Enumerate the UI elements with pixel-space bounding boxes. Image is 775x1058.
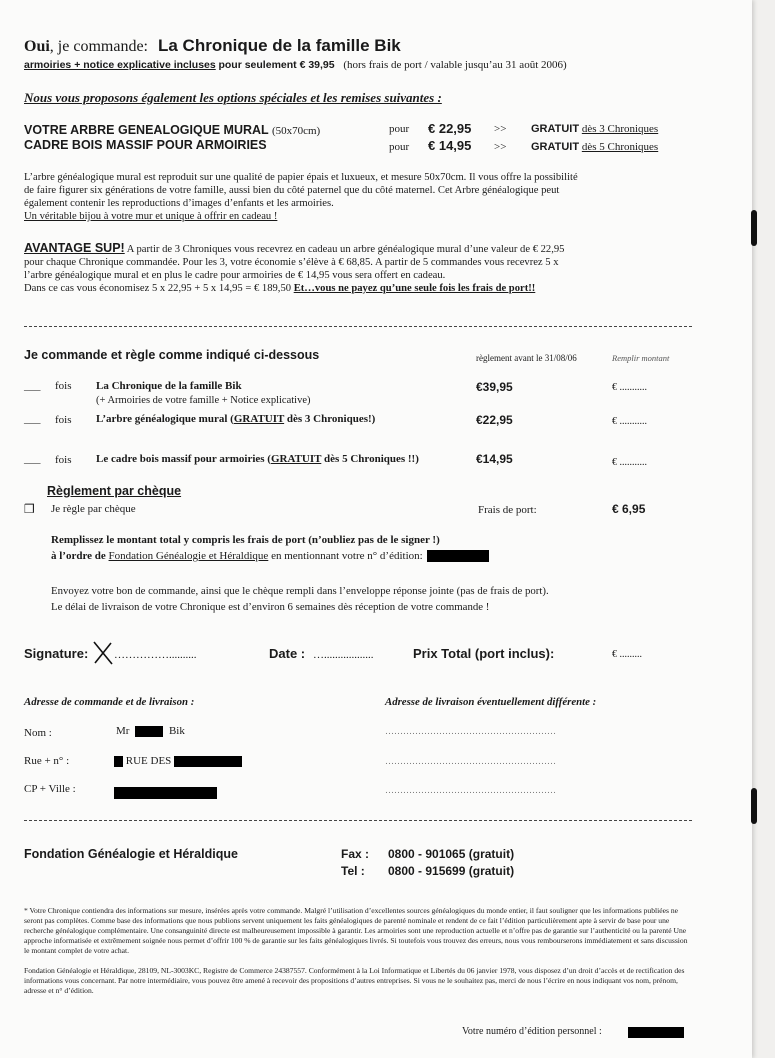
frais-value: € 6,95 (612, 502, 646, 516)
payee-name: Fondation Généalogie et Héraldique (108, 550, 269, 562)
cp-value (114, 784, 217, 802)
avantage-line: Dans ce cas vous économisez 5 x 22,95 + 5 x 14,95 = € 189,50 (24, 283, 294, 294)
separator-line (24, 820, 692, 821)
redacted-city (114, 787, 217, 799)
send-instruction: Le délai de livraison de votre Chronique est d’environ 6 semaines dès réception de votre commande ! (51, 601, 490, 613)
send-instruction: Envoyez votre bon de commande, ainsi que le chèque rempli dans l’enveloppe réponse jointe (pas de frais de port). (51, 585, 549, 597)
offer-price: € 22,95 (428, 121, 472, 136)
total-label: Prix Total (port inclus): (413, 646, 555, 661)
checkbox-icon[interactable]: ❒ (24, 502, 35, 516)
offer-condition: dès 5 Chroniques (581, 141, 659, 153)
scan-edge-mark (751, 788, 757, 824)
nom-surname: Bik (168, 725, 185, 737)
instruction-text: à l’ordre de (51, 550, 109, 562)
quantity-field[interactable]: ___ (24, 413, 41, 425)
alt-address-field[interactable]: ………………………………………………… (385, 726, 556, 736)
amount-field[interactable]: € ........... (612, 382, 647, 393)
separator-line (24, 326, 692, 327)
instruction-line: Remplissez le montant total y compris les frais de port (n’oubliez pas de le signer !) (51, 534, 440, 546)
alt-address-field[interactable]: ………………………………………………… (385, 785, 556, 795)
order-item-gratuit: GRATUIT (233, 413, 285, 425)
avantage-line: l’arbre généalogique mural et en plus le cadre pour armoiries de € 14,95 vous sera offert en cadeau. (24, 270, 446, 281)
options-heading: Nous vous proposons également les options spéciales et les remises suivantes : (24, 90, 442, 105)
redacted-street-number (114, 756, 123, 767)
rue-text: RUE DES (125, 755, 172, 767)
total-field[interactable]: € ......... (612, 649, 642, 660)
offer-gratuit: GRATUIT (531, 123, 580, 135)
oui-label: Oui (24, 38, 50, 55)
avantage-title: AVANTAGE SUP! (24, 241, 125, 255)
order-item-text: L’arbre généalogique mural ( (96, 413, 234, 425)
redacted-first-name (135, 726, 163, 737)
signature-label: Signature: (24, 646, 89, 661)
offer-price: € 14,95 (428, 138, 472, 153)
instruction-text: en mentionnant votre n° d’édition: (268, 550, 423, 562)
rue-value (114, 755, 242, 767)
quantity-field[interactable]: ___ (24, 453, 41, 465)
frais-label: Frais de port: (478, 504, 537, 516)
remplir-montant: Remplir montant (612, 353, 670, 363)
offer-pour: pour (389, 141, 410, 153)
nom-value (116, 725, 185, 737)
signature-field[interactable]: …………….......... (114, 649, 197, 661)
footnote-disclaimer: * Votre Chronique contiendra des informations sur mesure, insérées après votre commande. Malgré l’utilisation d’excellentes sources généalogiques du monde entier, il faut souligner que les informations publiées ne seront pas complètes. Comme base des informations que nous publions servent uniquement les faits généalogiques de parenté nominale et rendent de ce fait l’édition particulièrement apte à servir de base pour une recherche généalogique complémentaire. Une consanguinité directe est malheureusement impossible à garantir. Les armoiries sont une reproduction actuelle et n’offre pas de garantie sur l’authenticité ou la parenté Une approche informatisée et extrêmement soignée nous permet d’offrir 100 % de garantie sur les faits généalogiques livrés. Si toutefois vous trouvez des erreurs, nous vous rembourserons immédiatement et sans discussion le montant complet de votre achat. (24, 906, 688, 955)
shipping-note: (hors frais de port / valable jusqu’au 31 août 2006) (343, 59, 567, 71)
description-paragraph (24, 171, 578, 223)
offer-gratuit-line (531, 141, 658, 153)
cp-label: CP + Ville : (24, 783, 76, 795)
offer-size: (50x70cm) (271, 125, 321, 137)
alt-address-field[interactable]: ………………………………………………… (385, 756, 556, 766)
address-order-heading: Adresse de commande et de livraison : (24, 696, 195, 708)
description-line: L’arbre généalogique mural est reproduit sur une qualité de papier épais et luxueux, et mesure 50x70cm. Il vous offre la possibilité (24, 172, 578, 183)
date-label: Date : (269, 646, 306, 661)
amount-field[interactable]: € ........... (612, 457, 647, 468)
order-item-sub: (+ Armoiries de votre famille + Notice explicative) (96, 395, 311, 406)
offer-row (24, 122, 320, 138)
checkbox-label: Je règle par chèque (51, 503, 136, 515)
order-item-price: €14,95 (476, 452, 513, 466)
tel-label: Tel : (341, 864, 365, 878)
redacted-edition-number (427, 550, 489, 562)
fax-value: 0800 - 901065 (gratuit) (388, 847, 515, 861)
offer-gratuit: GRATUIT (531, 141, 580, 153)
reglement-avant: règlement avant le 31/08/06 (476, 353, 577, 363)
offer-arrow: >> (494, 123, 507, 135)
armoiries-included: armoiries + notice explicative incluses (24, 59, 216, 71)
order-item-price: €22,95 (476, 413, 513, 427)
fois-label: fois (55, 380, 72, 392)
offer-arrow: >> (494, 141, 507, 153)
order-header (24, 36, 401, 56)
edition-number-label: Votre numéro d’édition personnel : (462, 1026, 602, 1037)
offer-gratuit-line (531, 123, 658, 135)
order-item-text: dès 5 Chroniques !!) (321, 453, 419, 465)
description-line: Un véritable bijou à votre mur et unique à offrir en cadeau ! (24, 211, 278, 222)
order-item-price: €39,95 (476, 380, 513, 394)
redacted-street-name (174, 756, 242, 767)
fois-label: fois (55, 414, 72, 426)
product-title: La Chronique de la famille Bik (157, 36, 401, 55)
tel-value: 0800 - 915699 (gratuit) (388, 864, 515, 878)
offer-pour: pour (389, 123, 410, 135)
order-item-name: La Chronique de la famille Bik (96, 380, 242, 392)
order-item-text: dès 3 Chroniques!) (284, 413, 376, 425)
base-price: pour seulement € 39,95 (218, 59, 335, 71)
avantage-paragraph (24, 242, 564, 295)
avantage-line: pour chaque Chronique commandée. Pour les 3, votre économie s’élève à € 68,85. A partir de 5 commandes vous recevrez 5 x (24, 257, 559, 268)
description-line: également contenir les reproductions d’images d’enfants et les armoiries. (24, 198, 334, 209)
company-name: Fondation Généalogie et Héraldique (24, 847, 238, 861)
description-line: de faire figurer six générations de votre famille, aussi bien du côté paternel que du côté maternel. Cet Arbre généalogique peut (24, 185, 560, 196)
nom-prefix: Mr (116, 725, 130, 737)
amount-field[interactable]: € ........... (612, 416, 647, 427)
order-item-text: Le cadre bois massif pour armoiries ( (96, 453, 271, 465)
rue-label: Rue + n° : (24, 755, 70, 767)
fois-label: fois (55, 454, 72, 466)
payment-heading: Règlement par chèque (47, 484, 182, 498)
nom-label: Nom : (24, 727, 52, 739)
offer-name: VOTRE ARBRE GENEALOGIQUE MURAL (24, 123, 269, 137)
avantage-emphasis: Et…vous ne payez qu’une seule fois les frais de port!! (293, 283, 536, 294)
offer-name: CADRE BOIS MASSIF POUR ARMOIRIES (24, 138, 267, 152)
footnote-legal: Fondation Généalogie et Héraldique, 28109, NL-3003KC, Registre de Commerce 24387557. Conformément à la Loi Informatique et Libertés du 06 janvier 1978, vous disposez d’un droit d’accès et de rectification des informations vous concernant. Par notre intermédiaire, vous pouvez être amené à recevoir des propositions d’autres entreprises. Si vous ne le souhaitez pas, merci de nous l’écrire en nous indiquant vos nom, prénom, adresse et n° d’édition. (24, 966, 685, 995)
scan-edge-mark (751, 210, 757, 246)
order-item-name (96, 413, 375, 425)
date-field[interactable]: ….................. (313, 649, 374, 661)
order-item-name (96, 453, 419, 465)
address-alt-heading: Adresse de livraison éventuellement différente : (385, 696, 597, 708)
redacted-edition-number (628, 1027, 684, 1038)
instruction-line (51, 550, 489, 562)
order-item-gratuit: GRATUIT (270, 453, 322, 465)
fax-label: Fax : (341, 847, 370, 861)
avantage-line: A partir de 3 Chroniques vous recevrez en cadeau un arbre généalogique mural d’une valeur de € 22,95 (124, 244, 565, 255)
offer-condition: dès 3 Chroniques (581, 123, 659, 135)
quantity-field[interactable]: ___ (24, 380, 41, 392)
order-heading: Je commande et règle comme indiqué ci-dessous (24, 348, 320, 362)
je-commande-label: , je commande: (49, 38, 148, 55)
price-line (24, 59, 567, 71)
cross-mark-icon (92, 640, 114, 666)
